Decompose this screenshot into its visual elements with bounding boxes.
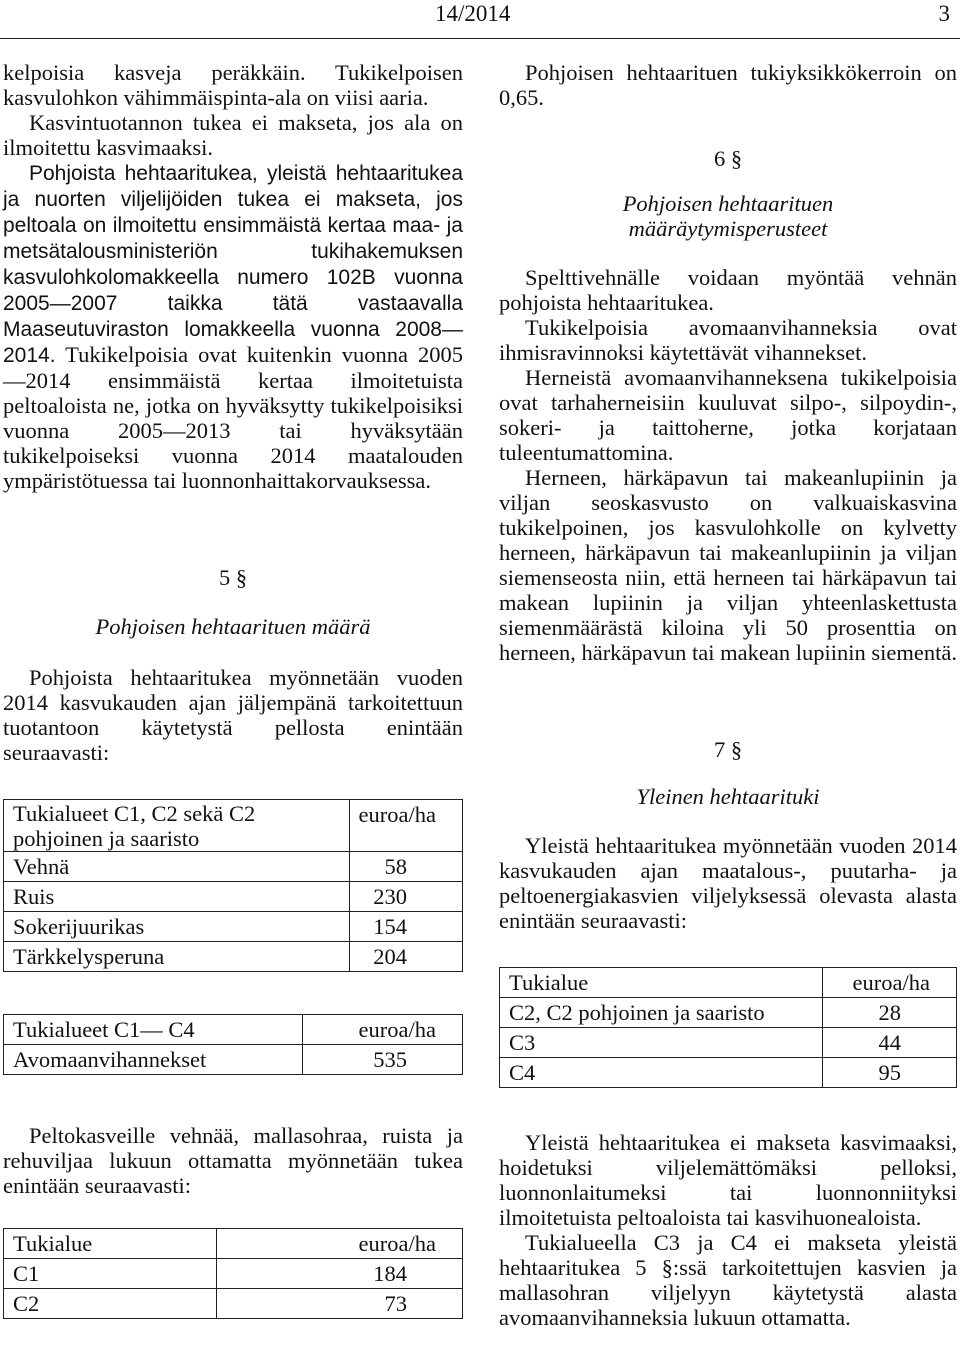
paragraph: Pohjoisen hehtaarituen tukiyksikkökerroin on 0,65. <box>499 60 957 110</box>
table-cell-value: 28 <box>823 998 957 1028</box>
right-column <box>499 58 957 1330</box>
table-header-row <box>500 968 957 998</box>
paragraph: Herneen, härkäpavun tai makeanlupiinin ja viljan seoskasvusto on valkuaiskasvina tukikelpoinen, jos kasvulohkolle on kylvetty herneen, härkäpavun tai makeanlupiinin ja viljan siemenseosta niin, että herneen tai härkäpavun tai makean lupiinin ja viljan yhteenlaskettusta siemenmäärästä kiloina yli 50 prosenttia on herneen, härkäpavun tai makean lupiinin siementä. <box>499 465 957 665</box>
table-cell-label: Vehnä <box>4 852 350 882</box>
table-header-label: Tukialue <box>500 968 823 998</box>
table-cell-label: Tärkkelysperuna <box>4 942 350 972</box>
table-header-unit: euroa/ha <box>823 968 957 998</box>
table-header-row <box>4 1229 463 1259</box>
table-cell-value: 204 <box>349 942 462 972</box>
table-row <box>4 1045 463 1075</box>
table-header-label: Tukialue <box>4 1229 217 1259</box>
table-cell-label: C4 <box>500 1058 823 1088</box>
table-header-unit: euroa/ha <box>303 1015 463 1045</box>
table-header-unit: euroa/ha <box>349 800 462 852</box>
paragraph: Tukikelpoisia avomaanvihanneksia ovat ihmisravinnoksi käytettävät vihannekset. <box>499 315 957 365</box>
table-row <box>500 1058 957 1088</box>
support-table-c1-c4 <box>3 1014 463 1075</box>
section-title-line: Pohjoisen hehtaarituen <box>622 191 834 216</box>
table-cell-label: C3 <box>500 1028 823 1058</box>
table-header-label: Tukialueet C1— C4 <box>4 1015 303 1045</box>
section-number: 5 § <box>218 565 248 590</box>
paragraph: Herneistä avomaanvihanneksena tukikelpoisia ovat tarhaherneisiin kuuluvat silpo-, silpoydin-, sokeri- ja taittoherne, jotka korjataan tuleentumattomina. <box>499 365 957 465</box>
table-cell-value: 58 <box>349 852 462 882</box>
support-table-c1-c2 <box>3 799 463 972</box>
table-row <box>500 998 957 1028</box>
general-support-table <box>499 967 957 1088</box>
table-row <box>4 942 463 972</box>
table-row <box>4 912 463 942</box>
table-header-row <box>4 800 463 852</box>
table-cell-value: 230 <box>349 882 462 912</box>
table-row <box>4 852 463 882</box>
paragraph: kelpoisia kasveja peräkkäin. Tukikelpoisen kasvulohkon vähimmäispinta-ala on viisi aaria. <box>3 60 463 110</box>
section-title-line: määräytymisperusteet <box>628 216 828 241</box>
page-number: 3 <box>938 1 950 26</box>
table-cell-label: Sokerijuurikas <box>4 912 350 942</box>
section-number: 6 § <box>713 146 743 171</box>
table-row <box>4 1259 463 1289</box>
section-title: Pohjoisen hehtaarituen määrä <box>95 614 371 639</box>
table-cell-label: C2, C2 pohjoinen ja saaristo <box>500 998 823 1028</box>
page-header <box>0 0 960 39</box>
table-cell-label: Ruis <box>4 882 350 912</box>
table-cell-value: 95 <box>823 1058 957 1088</box>
section-title <box>499 191 957 241</box>
paragraph: Spelttivehnälle voidaan myöntää vehnän pohjoista hehtaaritukea. <box>499 265 957 315</box>
paragraph: Kasvintuotannon tukea ei makseta, jos ala on ilmoitettu kasvimaaksi. <box>3 110 463 160</box>
paragraph: Yleistä hehtaaritukea ei makseta kasvimaaksi, hoidetuksi viljelemättömäksi pelloksi, luonnonlaitumeksi tai luonnonniityksi ilmoitetuista peltoaloista tai kasvihuonealoista. <box>499 1130 957 1230</box>
table-cell-label: Avomaanvihannekset <box>4 1045 303 1075</box>
paragraph <box>3 160 463 493</box>
table-cell-label: C2 <box>4 1289 217 1319</box>
table-cell-value: 184 <box>216 1259 462 1289</box>
table-cell-value: 44 <box>823 1028 957 1058</box>
paragraph: Peltokasveille vehnää, mallasohraa, ruista ja rehuviljaa lukuun ottamatta myönnetään tukea enintään seuraavasti: <box>3 1123 463 1198</box>
left-column <box>3 58 463 1319</box>
section-number: 7 § <box>713 737 743 762</box>
table-header-label: Tukialueet C1, C2 sekä C2 pohjoinen ja saaristo <box>4 800 350 852</box>
paragraph-serif-part: Tukikelpoisia ovat kuitenkin vuonna 2005—2014 ensimmäistä kertaa ilmoitetuista peltoaloista ne, jotka on hyväksytty tukikelpoisiksi vuonna 2005—2013 tai hyväksytään tukikelpoiseksi vuonna 2014 maatalouden ympäristötuessa tai luonnonhaittakorvauksessa. <box>3 342 464 493</box>
table-row <box>4 882 463 912</box>
paragraph: Tukialueella C3 ja C4 ei makseta yleistä hehtaaritukea 5 §:ssä tarkoitettujen kasvien ja mallasohran viljelyyn käytetystä alasta avomaanvihanneksia lukuun ottamatta. <box>499 1230 957 1330</box>
table-cell-value: 154 <box>349 912 462 942</box>
table-header-row <box>4 1015 463 1045</box>
table-row <box>500 1028 957 1058</box>
table-header-unit: euroa/ha <box>216 1229 462 1259</box>
table-cell-value: 73 <box>216 1289 462 1319</box>
support-table-field-crops <box>3 1228 463 1319</box>
paragraph: Pohjoista hehtaaritukea myönnetään vuoden 2014 kasvukauden ajan jäljempänä tarkoitettuun tuotantoon käytetystä pellosta enintään seuraavasti: <box>3 665 463 765</box>
table-cell-label: C1 <box>4 1259 217 1289</box>
paragraph-sans-part: Pohjoista hehtaaritukea, yleistä hehtaaritukea ja nuorten viljelijöiden tukea ei makseta, jos peltoala on ilmoitettu ensimmäistä kertaa maa- ja metsätalousministeriön tukihakemuksen kasvulohkolomakkeella numero 102B vuonna 2005—2007 taikka tätä vastaavalla Maaseutuviraston lomakkeella vuonna 2008—2014. <box>3 162 463 367</box>
table-row <box>4 1289 463 1319</box>
paragraph: Yleistä hehtaaritukea myönnetään vuoden 2014 kasvukauden ajan maatalous-, puutarha- ja peltoenergiakasvien viljelyksessä olevasta alasta enintään seuraavasti: <box>499 833 957 933</box>
issue-number: 14/2014 <box>435 1 511 26</box>
table-cell-value: 535 <box>303 1045 463 1075</box>
section-title: Yleinen hehtaarituki <box>636 784 820 809</box>
